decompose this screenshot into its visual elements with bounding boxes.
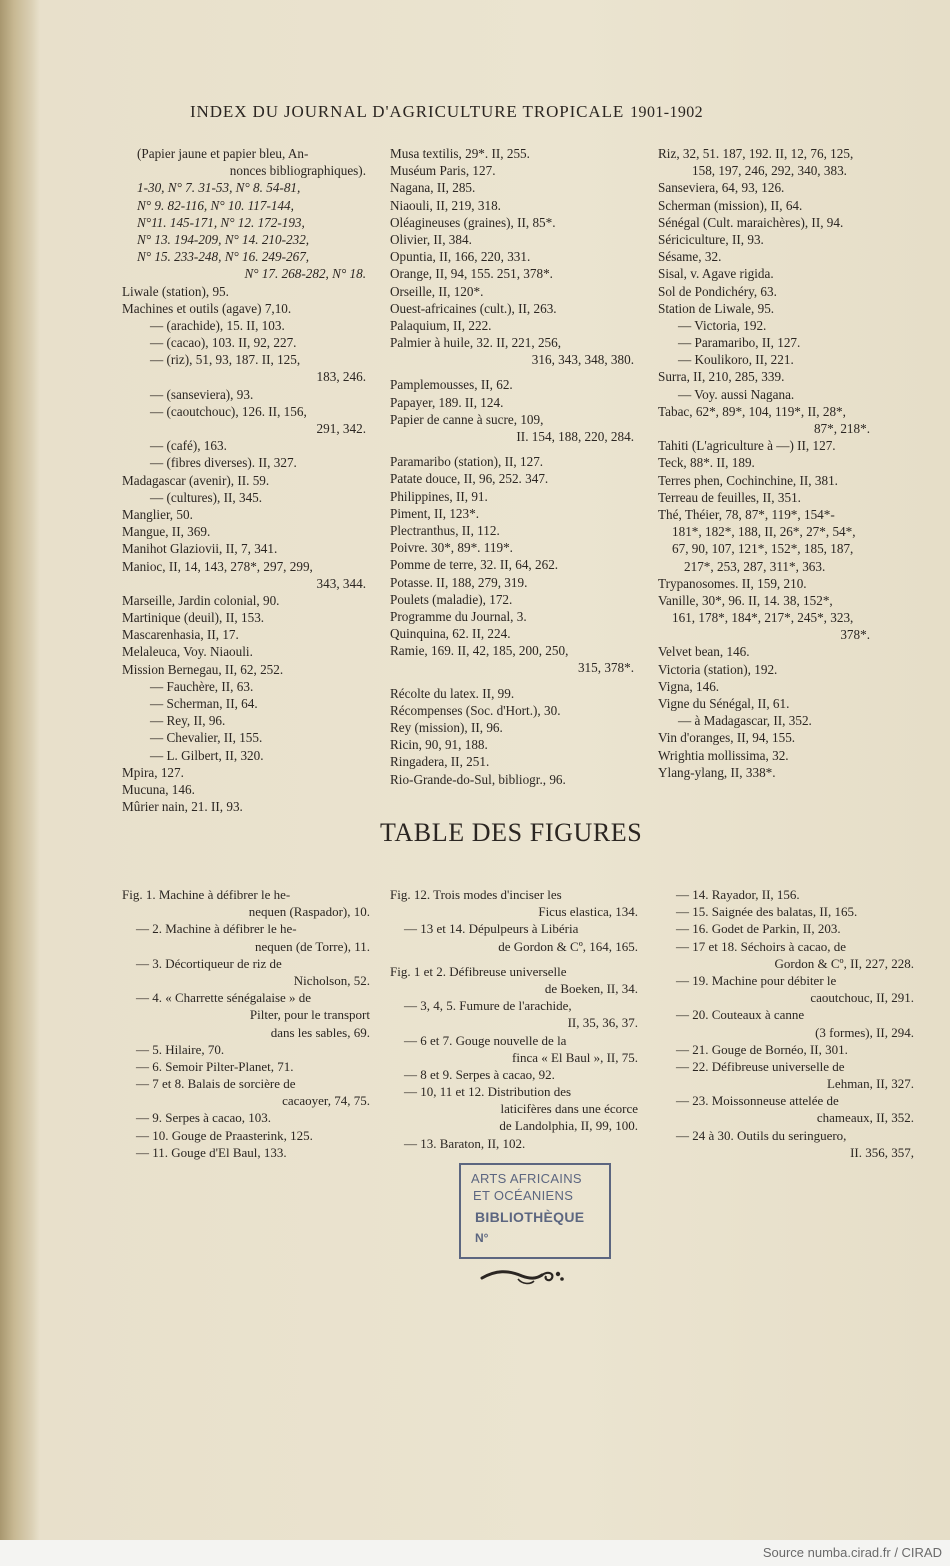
figure-entry: II. 356, 357,	[850, 1144, 914, 1160]
page-title	[190, 102, 850, 122]
index-entry: — L. Gilbert, II, 320.	[150, 747, 264, 763]
index-entry: Sanseviera, 64, 93, 126.	[658, 180, 785, 196]
index-entry: — Chevalier, II, 155.	[150, 730, 263, 746]
index-entry: N°11. 145-171, N° 12. 172-193,	[137, 214, 305, 230]
index-entry: Papier de canne à sucre, 109,	[390, 411, 544, 427]
figure-entry: — 23. Moissonneuse attelée de	[676, 1093, 839, 1109]
stamp-line-3: BIBLIOTHÈQUE	[475, 1209, 585, 1225]
figure-entry: — 24 à 30. Outils du seringuero,	[676, 1127, 847, 1143]
figure-entry: Nicholson, 52.	[293, 972, 370, 988]
index-entry: 316, 343, 348, 380.	[531, 352, 634, 368]
figure-entry: Fig. 1 et 2. Défibreuse universelle	[390, 963, 567, 979]
index-entry: N° 15. 233-248, N° 16. 249-267,	[137, 249, 310, 265]
index-entry: nonces bibliographiques).	[229, 163, 366, 179]
index-entry: Tabac, 62*, 89*, 104, 119*, II, 28*,	[658, 403, 846, 419]
index-entry: — Rey, II, 96.	[150, 713, 226, 729]
stamp-line-2: ET OCÉANIENS	[473, 1188, 574, 1203]
index-entry: Marseille, Jardin colonial, 90.	[122, 592, 280, 608]
index-entry: Rio-Grande-do-Sul, bibliogr., 96.	[390, 771, 566, 787]
index-entry: Muséum Paris, 127.	[390, 163, 496, 179]
index-entry: — (arachide), 15. II, 103.	[150, 317, 285, 333]
figure-entry: — 10. Gouge de Praasterink, 125.	[136, 1127, 313, 1143]
index-entry: 67, 90, 107, 121*, 152*, 185, 187,	[672, 541, 854, 557]
figure-entry: — 21. Gouge de Bornéo, II, 301.	[676, 1041, 848, 1057]
index-entry: Philippines, II, 91.	[390, 488, 488, 504]
index-entry: Pomme de terre, 32. II, 64, 262.	[390, 557, 559, 573]
index-entry: Terres phen, Cochinchine, II, 381.	[658, 472, 838, 488]
index-entry: Olivier, II, 384.	[390, 231, 472, 247]
figure-entry: — 3, 4, 5. Fumure de l'arachide,	[404, 998, 572, 1014]
index-entry: Orange, II, 94, 155. 251, 378*.	[390, 266, 553, 282]
index-entry: 343, 344.	[316, 575, 366, 591]
figure-entry: Fig. 12. Trois modes d'inciser les	[390, 887, 562, 902]
index-entry: Potasse. II, 188, 279, 319.	[390, 574, 528, 590]
index-entry: Manihot Glaziovii, II, 7, 341.	[122, 541, 278, 557]
figures-column-3	[676, 886, 916, 1161]
index-entry: N° 17. 268-282, N° 18.	[244, 266, 366, 282]
index-entry: Récompenses (Soc. d'Hort.), 30.	[390, 702, 561, 718]
index-entry: 181*, 182*, 188, II, 26*, 27*, 54*,	[672, 524, 856, 540]
figure-entry: caoutchouc, II, 291.	[810, 990, 914, 1006]
figure-entry: Gordon & Cº, II, 227, 228.	[774, 955, 914, 971]
index-entry: — Koulikoro, II, 221.	[678, 352, 794, 368]
source-credit: Source numba.cirad.fr / CIRAD	[762, 1545, 942, 1560]
index-entry: — Voy. aussi Nagana.	[678, 386, 795, 402]
index-entry: Manglier, 50.	[122, 506, 193, 522]
index-entry: N° 9. 82-116, N° 10. 117-144,	[137, 197, 294, 213]
index-entry: — (cultures), II, 345.	[150, 489, 263, 505]
index-entry: Manioc, II, 14, 143, 278*, 297, 299,	[122, 558, 313, 574]
figure-entry: de Landolphia, II, 99, 100.	[499, 1118, 638, 1134]
index-column-2	[390, 145, 640, 788]
index-entry: Ricin, 90, 91, 188.	[390, 737, 488, 753]
index-entry: — (caoutchouc), 126. II, 156,	[150, 403, 307, 419]
figure-entry: — 13 et 14. Dépulpeurs à Libéria	[404, 921, 579, 937]
figures-column-1	[122, 886, 372, 1161]
page-binding-edge	[0, 0, 40, 1540]
index-entry: Trypanosomes. II, 159, 210.	[658, 575, 807, 591]
index-entry: Piment, II, 123*.	[390, 505, 480, 521]
figures-column-2	[390, 886, 640, 1152]
figure-entry: — 17 et 18. Séchoirs à cacao, de	[676, 938, 847, 954]
figure-entry: — 11. Gouge d'El Baul, 133.	[136, 1144, 287, 1160]
index-entry: N° 13. 194-209, N° 14. 210-232,	[137, 231, 310, 247]
index-entry: Oléagineuses (graines), II, 85*.	[390, 214, 556, 230]
page-title-text: INDEX DU JOURNAL D'AGRICULTURE TROPICALE	[190, 102, 625, 121]
index-entry: Machines et outils (agave) 7,10.	[122, 300, 292, 316]
figure-entry: II, 35, 36, 37.	[567, 1015, 638, 1031]
index-entry: Patate douce, II, 96, 252. 347.	[390, 471, 549, 487]
index-entry: Ouest-africaines (cult.), II, 263.	[390, 300, 557, 316]
figure-entry: dans les sables, 69.	[270, 1024, 370, 1040]
index-entry: Scherman (mission), II, 64.	[658, 197, 803, 213]
index-entry: Sénégal (Cult. maraichères), II, 94.	[658, 214, 844, 230]
index-entry: 291, 342.	[316, 421, 366, 436]
index-entry: — Paramaribo, II, 127.	[678, 335, 801, 351]
stamp-line-1: ARTS AFRICAINS	[471, 1171, 582, 1186]
figure-entry: — 10, 11 et 12. Distribution des	[404, 1084, 572, 1100]
figure-entry: — 3. Décortiqueur de riz de	[136, 955, 282, 971]
index-entry: Liwale (station), 95.	[122, 283, 229, 299]
page-title-years: 1901-1902	[630, 104, 704, 121]
index-entry: — Fauchère, II, 63.	[150, 678, 254, 694]
figure-entry: — 9. Serpes à cacao, 103.	[136, 1110, 272, 1126]
index-entry: Musa textilis, 29*. II, 255.	[390, 146, 530, 161]
index-entry: Riz, 32, 51. 187, 192. II, 12, 76, 125,	[658, 146, 854, 161]
figure-entry: (3 formes), II, 294.	[815, 1024, 914, 1040]
figure-entry: nequen (de Torre), 11.	[255, 938, 370, 954]
figure-entry: cacaoyer, 74, 75.	[282, 1093, 370, 1109]
index-entry: Mangue, II, 369.	[122, 524, 211, 540]
index-entry: 1-30, N° 7. 31-53, N° 8. 54-81,	[137, 180, 301, 196]
index-entry: Poivre. 30*, 89*. 119*.	[390, 540, 513, 556]
figure-entry: nequen (Raspador), 10.	[248, 904, 370, 920]
index-entry: Velvet bean, 146.	[658, 644, 750, 660]
index-column-1	[122, 145, 372, 815]
index-entry: (Papier jaune et papier bleu, An-	[137, 146, 309, 161]
index-column-3	[658, 145, 908, 781]
index-entry: — à Madagascar, II, 352.	[678, 713, 812, 729]
index-entry: Orseille, II, 120*.	[390, 283, 484, 299]
index-entry: Sol de Pondichéry, 63.	[658, 283, 777, 299]
index-entry: Sésame, 32.	[658, 249, 722, 265]
index-entry: Surra, II, 210, 285, 339.	[658, 369, 785, 385]
index-entry: — (sanseviera), 93.	[150, 386, 254, 402]
index-entry: 217*, 253, 287, 311*, 363.	[684, 558, 826, 574]
index-entry: Sériciculture, II, 93.	[658, 231, 764, 247]
index-entry: Récolte du latex. II, 99.	[390, 685, 515, 701]
index-entry: Mûrier nain, 21. II, 93.	[122, 799, 243, 815]
figure-entry: Pilter, pour le transport	[249, 1007, 370, 1023]
index-entry: 87*, 218*.	[813, 421, 870, 436]
index-entry: 315, 378*.	[577, 660, 634, 676]
index-entry: Poulets (maladie), 172.	[390, 591, 513, 607]
stamp-line-4: N°	[475, 1231, 489, 1245]
index-entry: Madagascar (avenir), II. 59.	[122, 472, 270, 488]
figure-entry: — 13. Baraton, II, 102.	[404, 1135, 526, 1151]
index-entry: Wrightia mollissima, 32.	[658, 747, 789, 763]
index-entry: Vigna, 146.	[658, 678, 720, 694]
index-entry: II. 154, 188, 220, 284.	[516, 429, 634, 444]
figure-entry: — 14. Rayador, II, 156.	[676, 887, 800, 902]
figure-entry: — 15. Saignée des balatas, II, 165.	[676, 904, 858, 920]
figure-entry: Ficus elastica, 134.	[538, 904, 638, 920]
index-entry: 158, 197, 246, 292, 340, 383.	[692, 163, 847, 179]
index-entry: Palmier à huile, 32. II, 221, 256,	[390, 335, 562, 351]
index-entry: Vin d'oranges, II, 94, 155.	[658, 730, 796, 746]
index-entry: Ramie, 169. II, 42, 185, 200, 250,	[390, 643, 569, 659]
index-entry: Terreau de feuilles, II, 351.	[658, 489, 801, 505]
figure-entry: — 5. Hilaire, 70.	[136, 1041, 225, 1057]
index-entry: Vigne du Sénégal, II, 61.	[658, 696, 790, 711]
figure-entry: Lehman, II, 327.	[826, 1076, 914, 1092]
index-entry: Vanille, 30*, 96. II, 14. 38, 152*,	[658, 592, 833, 608]
index-entry: Tahiti (L'agriculture à —) II, 127.	[658, 438, 836, 454]
index-entry: Thé, Théier, 78, 87*, 119*, 154*-	[658, 506, 835, 522]
index-entry: Pamplemousses, II, 62.	[390, 377, 513, 393]
figure-entry: — 4. « Charrette sénégalaise » de	[136, 990, 312, 1006]
index-entry: 183, 246.	[316, 369, 366, 385]
index-entry: Palaquium, II, 222.	[390, 317, 492, 333]
index-entry: Quinquina, 62. II, 224.	[390, 626, 511, 642]
index-entry: Opuntia, II, 166, 220, 331.	[390, 249, 531, 265]
figure-entry: laticifères dans une écorce	[500, 1101, 638, 1117]
index-entry: Papayer, 189. II, 124.	[390, 394, 504, 410]
figure-entry: — 19. Machine pour débiter le	[676, 972, 837, 988]
figures-section-title: TABLE DES FIGURES	[380, 818, 643, 847]
figure-entry: finca « El Baul », II, 75.	[512, 1049, 638, 1065]
index-entry: Mascarenhasia, II, 17.	[122, 627, 239, 643]
index-entry: Teck, 88*. II, 189.	[658, 455, 755, 471]
index-entry: — (cacao), 103. II, 92, 227.	[150, 335, 297, 351]
index-entry: 161, 178*, 184*, 217*, 245*, 323,	[672, 610, 854, 626]
figure-entry: — 7 et 8. Balais de sorcière de	[136, 1076, 296, 1092]
index-entry: Ringadera, II, 251.	[390, 754, 490, 770]
index-entry: Melaleuca, Voy. Niaouli.	[122, 644, 253, 660]
index-entry: Ylang-ylang, II, 338*.	[658, 764, 776, 780]
index-entry: 378*.	[840, 627, 870, 643]
index-entry: — (café), 163.	[150, 438, 227, 454]
index-entry: Station de Liwale, 95.	[658, 300, 775, 316]
index-entry: Paramaribo (station), II, 127.	[390, 454, 544, 470]
index-entry: Plectranthus, II, 112.	[390, 522, 500, 538]
index-entry: Programme du Journal, 3.	[390, 608, 527, 624]
index-entry: — (fibres diverses). II, 327.	[150, 455, 297, 471]
figure-entry: — 8 et 9. Serpes à cacao, 92.	[404, 1066, 555, 1082]
figure-entry: — 6 et 7. Gouge nouvelle de la	[404, 1032, 567, 1048]
figure-entry: de Gordon & Cº, 164, 165.	[498, 938, 638, 954]
library-stamp	[459, 1163, 611, 1259]
figure-entry: de Boeken, II, 34.	[544, 980, 638, 996]
index-entry: — (riz), 51, 93, 187. II, 125,	[150, 352, 301, 368]
index-entry: Niaouli, II, 219, 318.	[390, 197, 501, 213]
index-entry: Victoria (station), 192.	[658, 661, 778, 677]
figure-entry: — 6. Semoir Pilter-Planet, 71.	[136, 1058, 294, 1074]
figure-entry: — 16. Godet de Parkin, II, 203.	[676, 921, 841, 937]
index-entry: Mucuna, 146.	[122, 781, 195, 797]
figure-entry: — 2. Machine à défibrer le he-	[136, 921, 297, 937]
index-entry: Martinique (deuil), II, 153.	[122, 610, 265, 626]
index-entry: Mission Bernegau, II, 62, 252.	[122, 661, 284, 677]
index-entry: Rey (mission), II, 96.	[390, 720, 503, 735]
index-entry: — Victoria, 192.	[678, 317, 767, 333]
index-entry: Mpira, 127.	[122, 764, 184, 780]
figure-entry: Fig. 1. Machine à défibrer le he-	[122, 887, 291, 902]
figure-entry: chameaux, II, 352.	[816, 1110, 914, 1126]
figure-entry: — 22. Défibreuse universelle de	[676, 1058, 845, 1074]
index-entry: — Scherman, II, 64.	[150, 696, 258, 711]
decorative-ornament-icon	[478, 1266, 578, 1288]
figure-entry: — 20. Couteaux à canne	[676, 1007, 805, 1023]
index-entry: Sisal, v. Agave rigida.	[658, 266, 774, 282]
index-entry: Nagana, II, 285.	[390, 180, 476, 196]
